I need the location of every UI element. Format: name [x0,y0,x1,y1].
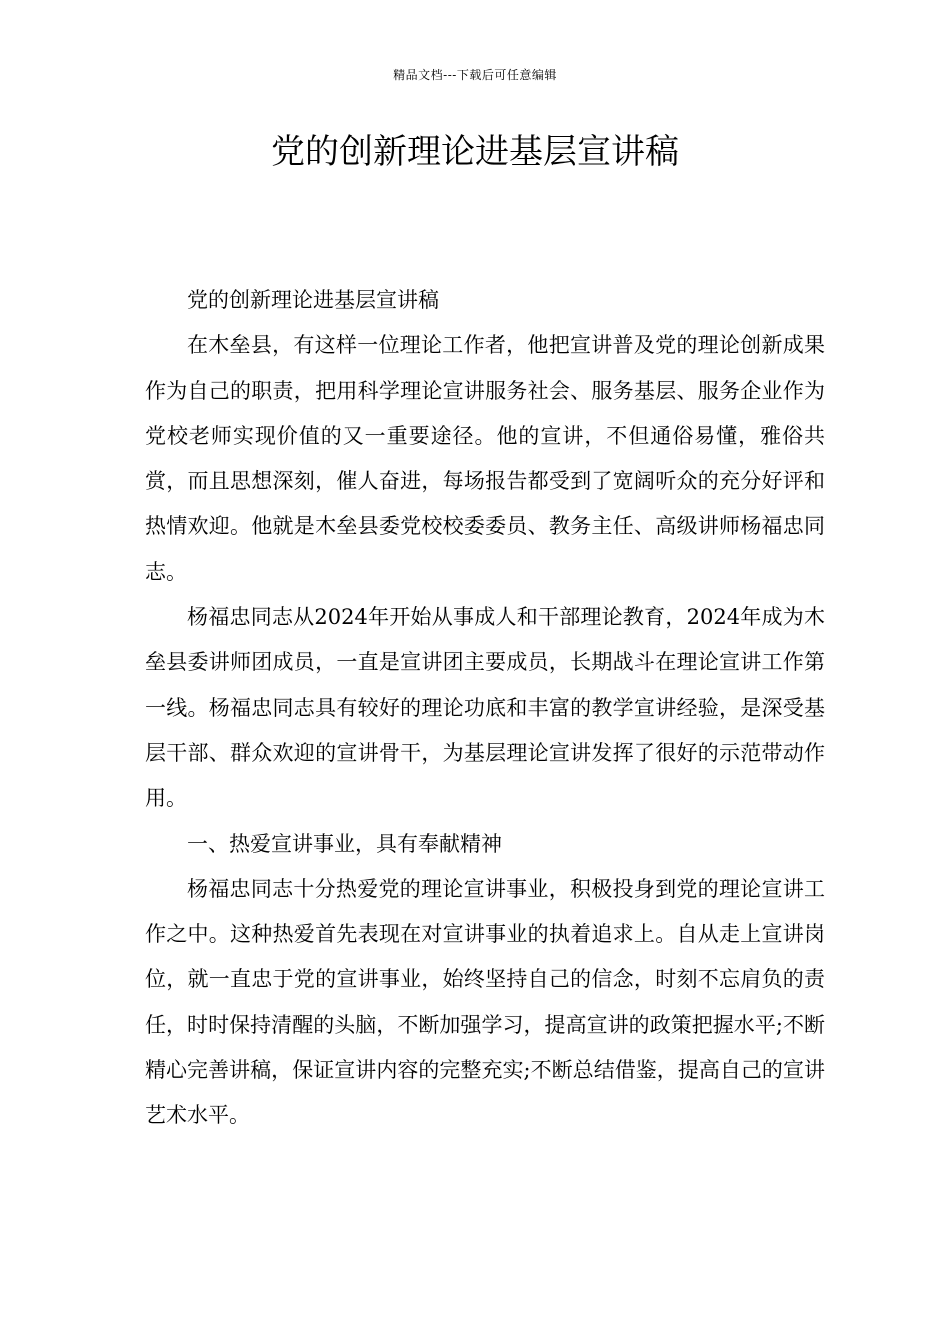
document-body [145,278,825,1139]
paragraph-subtitle: 党的创新理论进基层宣讲稿 [187,288,439,312]
paragraph: 在木垒县，有这样一位理论工作者，他把宣讲普及党的理论创新成果作为自己的职责，把用科学理论宣讲服务社会、服务基层、服务企业作为党校老师实现价值的又一重要途径。他的宣讲，不但通俗易懂，雅俗共赏，而且思想深刻，催人奋进，每场报告都受到了宽阔听众的充分好评和热情欢迎。他就是木垒县委党校校委委员、教务主任、高级讲师杨福忠同志。 [145,333,825,584]
header-note: 精品文档---下载后可任意编辑 [393,68,557,82]
paragraph: 杨福忠同志从2024年开始从事成人和干部理论教育，2024年成为木垒县委讲师团成员，一直是宣讲团主要成员，长期战斗在理论宣讲工作第一线。杨福忠同志具有较好的理论功底和丰富的教学宣讲经验，是深受基层干部、群众欢迎的宣讲骨干，为基层理论宣讲发挥了很好的示范带动作用。 [145,605,825,811]
section-heading: 一、热爱宣讲事业，具有奉献精神 [187,831,502,856]
document-title: 党的创新理论进基层宣讲稿 [271,132,679,172]
paragraph: 杨福忠同志十分热爱党的理论宣讲事业，积极投身到党的理论宣讲工作之中。这种热爱首先表现在对宣讲事业的执着追求上。自从走上宣讲岗位，就一直忠于党的宣讲事业，始终坚持自己的信念，时刻不忘肩负的责任，时时保持清醒的头脑，不断加强学习，提高宣讲的政策把握水平;不断精心完善讲稿，保证宣讲内容的完整充实;不断总结借鉴，提高自己的宣讲艺术水平。 [145,876,825,1128]
